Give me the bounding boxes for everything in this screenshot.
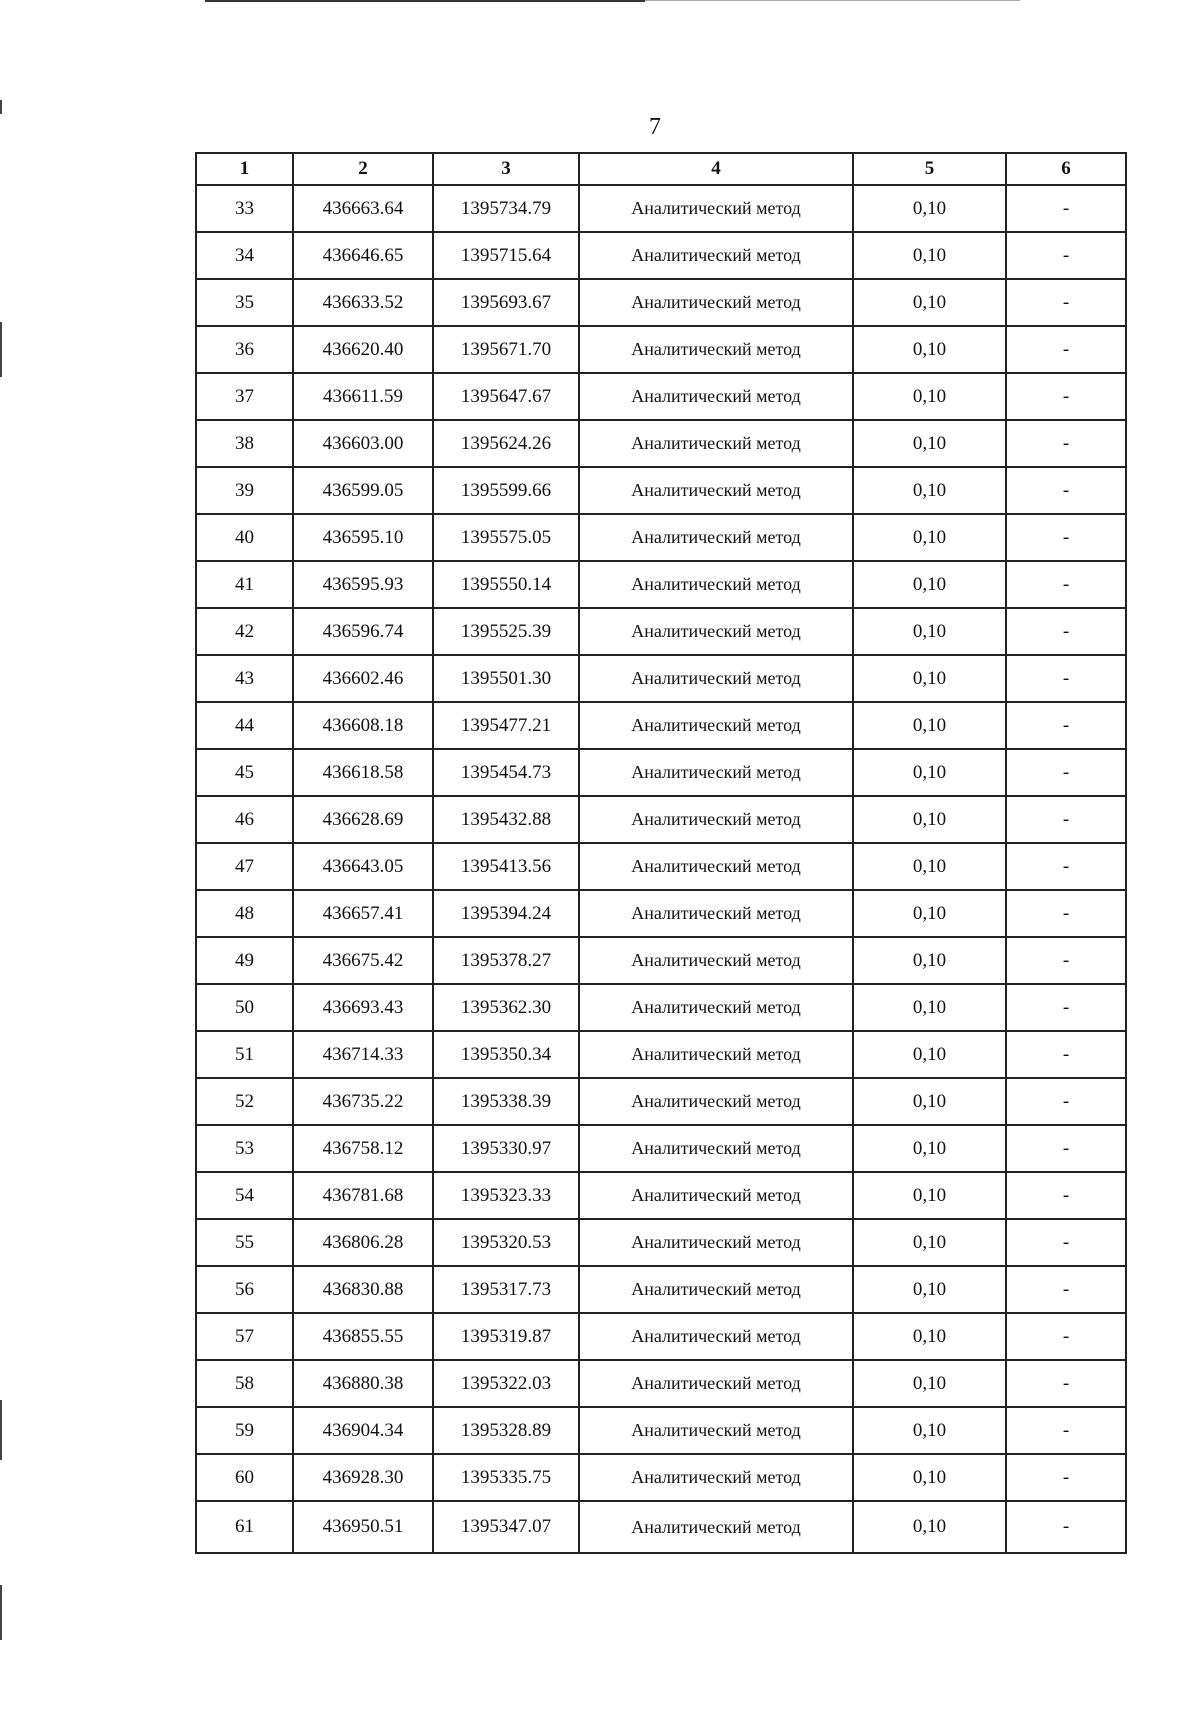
- table-cell: Аналитический метод: [579, 749, 853, 796]
- table-row: [196, 1501, 1126, 1553]
- table-row: [196, 1360, 1126, 1407]
- table-cell: 1395378.27: [433, 937, 579, 984]
- table-cell: 436599.05: [293, 467, 433, 514]
- table-cell: -: [1006, 467, 1126, 514]
- table-row: [196, 937, 1126, 984]
- table-cell: Аналитический метод: [579, 1266, 853, 1313]
- table-cell: -: [1006, 796, 1126, 843]
- table-cell: -: [1006, 1407, 1126, 1454]
- table-cell: -: [1006, 232, 1126, 279]
- margin-mark: [0, 1585, 2, 1640]
- table-cell: 436657.41: [293, 890, 433, 937]
- table-cell: 436618.58: [293, 749, 433, 796]
- table-row: [196, 890, 1126, 937]
- table-cell: 1395550.14: [433, 561, 579, 608]
- table-cell: 52: [196, 1078, 293, 1125]
- table-row: [196, 185, 1126, 232]
- table-cell: Аналитический метод: [579, 420, 853, 467]
- table-cell: 59: [196, 1407, 293, 1454]
- table-cell: -: [1006, 702, 1126, 749]
- table-cell: 55: [196, 1219, 293, 1266]
- table-cell: Аналитический метод: [579, 655, 853, 702]
- table-cell: -: [1006, 1125, 1126, 1172]
- table-cell: -: [1006, 749, 1126, 796]
- table-cell: 1395501.30: [433, 655, 579, 702]
- table-row: [196, 984, 1126, 1031]
- table-cell: -: [1006, 1501, 1126, 1553]
- table-cell: 436633.52: [293, 279, 433, 326]
- table-row: [196, 1031, 1126, 1078]
- header-cell: 3: [433, 153, 579, 185]
- table-cell: 35: [196, 279, 293, 326]
- table-cell: -: [1006, 890, 1126, 937]
- table-cell: Аналитический метод: [579, 1219, 853, 1266]
- table-cell: 1395350.34: [433, 1031, 579, 1078]
- table-cell: Аналитический метод: [579, 279, 853, 326]
- table-cell: 0,10: [853, 984, 1006, 1031]
- table-row: [196, 561, 1126, 608]
- table-cell: 436830.88: [293, 1266, 433, 1313]
- table-header-row: [196, 153, 1126, 185]
- table-cell: 0,10: [853, 279, 1006, 326]
- table-cell: 1395347.07: [433, 1501, 579, 1553]
- table-cell: Аналитический метод: [579, 514, 853, 561]
- table-cell: Аналитический метод: [579, 796, 853, 843]
- table-cell: 1395454.73: [433, 749, 579, 796]
- table-cell: 1395335.75: [433, 1454, 579, 1501]
- table-cell: 436735.22: [293, 1078, 433, 1125]
- header-cell: 6: [1006, 153, 1126, 185]
- table-cell: 436880.38: [293, 1360, 433, 1407]
- table-cell: 0,10: [853, 1031, 1006, 1078]
- table-row: [196, 279, 1126, 326]
- table-cell: 0,10: [853, 514, 1006, 561]
- table-cell: -: [1006, 655, 1126, 702]
- table-cell: Аналитический метод: [579, 1313, 853, 1360]
- table-cell: -: [1006, 561, 1126, 608]
- table-row: [196, 1454, 1126, 1501]
- table-cell: 0,10: [853, 1501, 1006, 1553]
- table-cell: 58: [196, 1360, 293, 1407]
- table-cell: Аналитический метод: [579, 937, 853, 984]
- table-cell: 1395323.33: [433, 1172, 579, 1219]
- table-cell: -: [1006, 1454, 1126, 1501]
- table-row: [196, 373, 1126, 420]
- table-cell: 1395477.21: [433, 702, 579, 749]
- table-row: [196, 1313, 1126, 1360]
- table-row: [196, 1172, 1126, 1219]
- table-cell: 436602.46: [293, 655, 433, 702]
- table-cell: -: [1006, 984, 1126, 1031]
- table-cell: 60: [196, 1454, 293, 1501]
- table-cell: 0,10: [853, 185, 1006, 232]
- table-cell: -: [1006, 373, 1126, 420]
- table-row: [196, 1078, 1126, 1125]
- table-cell: 1395715.64: [433, 232, 579, 279]
- table-cell: Аналитический метод: [579, 1031, 853, 1078]
- table-cell: 1395362.30: [433, 984, 579, 1031]
- table-row: [196, 1219, 1126, 1266]
- table-cell: -: [1006, 420, 1126, 467]
- table-cell: 38: [196, 420, 293, 467]
- table-cell: 1395319.87: [433, 1313, 579, 1360]
- table-cell: 43: [196, 655, 293, 702]
- table-row: [196, 702, 1126, 749]
- table-cell: 1395647.67: [433, 373, 579, 420]
- table-cell: -: [1006, 1219, 1126, 1266]
- table-cell: 57: [196, 1313, 293, 1360]
- table-cell: 1395693.67: [433, 279, 579, 326]
- table-cell: Аналитический метод: [579, 608, 853, 655]
- table-row: [196, 843, 1126, 890]
- table-cell: 0,10: [853, 749, 1006, 796]
- table-row: [196, 1407, 1126, 1454]
- table-cell: 1395432.88: [433, 796, 579, 843]
- table-cell: 1395330.97: [433, 1125, 579, 1172]
- table-cell: 47: [196, 843, 293, 890]
- table-cell: 48: [196, 890, 293, 937]
- table-cell: 0,10: [853, 232, 1006, 279]
- table-cell: 44: [196, 702, 293, 749]
- table-cell: 46: [196, 796, 293, 843]
- table-cell: 0,10: [853, 373, 1006, 420]
- top-rule-faint: [645, 0, 1020, 1]
- table-cell: 1395322.03: [433, 1360, 579, 1407]
- table-row: [196, 1266, 1126, 1313]
- table-row: [196, 749, 1126, 796]
- table-cell: -: [1006, 1266, 1126, 1313]
- table-row: [196, 514, 1126, 561]
- table-cell: Аналитический метод: [579, 984, 853, 1031]
- top-rule: [205, 0, 645, 2]
- table-cell: Аналитический метод: [579, 843, 853, 890]
- table-cell: 0,10: [853, 1360, 1006, 1407]
- table-cell: -: [1006, 514, 1126, 561]
- table-cell: -: [1006, 1031, 1126, 1078]
- table-cell: 39: [196, 467, 293, 514]
- table-cell: Аналитический метод: [579, 467, 853, 514]
- page-number: 7: [649, 114, 661, 140]
- table-cell: -: [1006, 279, 1126, 326]
- table-cell: Аналитический метод: [579, 185, 853, 232]
- table-cell: 436643.05: [293, 843, 433, 890]
- table-cell: 0,10: [853, 796, 1006, 843]
- table-cell: 436714.33: [293, 1031, 433, 1078]
- table-cell: 0,10: [853, 1454, 1006, 1501]
- table-cell: 1395317.73: [433, 1266, 579, 1313]
- table-cell: 0,10: [853, 702, 1006, 749]
- table-cell: 54: [196, 1172, 293, 1219]
- table-cell: -: [1006, 185, 1126, 232]
- table-cell: Аналитический метод: [579, 1125, 853, 1172]
- table-cell: 436904.34: [293, 1407, 433, 1454]
- table-cell: 37: [196, 373, 293, 420]
- table-row: [196, 796, 1126, 843]
- coordinates-table: [195, 152, 1127, 1554]
- table-cell: 0,10: [853, 1078, 1006, 1125]
- table-cell: 1395575.05: [433, 514, 579, 561]
- table-cell: Аналитический метод: [579, 890, 853, 937]
- table-body: [196, 185, 1126, 1553]
- table-cell: -: [1006, 1360, 1126, 1407]
- table-cell: Аналитический метод: [579, 1501, 853, 1553]
- table-cell: 436928.30: [293, 1454, 433, 1501]
- table-cell: 0,10: [853, 326, 1006, 373]
- table-cell: 56: [196, 1266, 293, 1313]
- table-cell: 436595.10: [293, 514, 433, 561]
- table-cell: -: [1006, 937, 1126, 984]
- table-cell: 0,10: [853, 420, 1006, 467]
- table-cell: Аналитический метод: [579, 1360, 853, 1407]
- table-cell: -: [1006, 843, 1126, 890]
- header-cell: 2: [293, 153, 433, 185]
- table-cell: 436596.74: [293, 608, 433, 655]
- table-cell: 1395320.53: [433, 1219, 579, 1266]
- table-cell: 436646.65: [293, 232, 433, 279]
- table-cell: Аналитический метод: [579, 1407, 853, 1454]
- table-cell: 1395599.66: [433, 467, 579, 514]
- table-cell: 0,10: [853, 655, 1006, 702]
- table-row: [196, 655, 1126, 702]
- table-cell: 436611.59: [293, 373, 433, 420]
- table-cell: 1395624.26: [433, 420, 579, 467]
- table-row: [196, 420, 1126, 467]
- header-cell: 5: [853, 153, 1006, 185]
- table-cell: 436806.28: [293, 1219, 433, 1266]
- table-cell: 1395328.89: [433, 1407, 579, 1454]
- table-cell: Аналитический метод: [579, 561, 853, 608]
- table-cell: 0,10: [853, 890, 1006, 937]
- margin-mark: [0, 100, 2, 114]
- table-cell: 0,10: [853, 937, 1006, 984]
- header-cell: 1: [196, 153, 293, 185]
- table-cell: 61: [196, 1501, 293, 1553]
- table-cell: 0,10: [853, 1407, 1006, 1454]
- table-cell: 436620.40: [293, 326, 433, 373]
- table-cell: 45: [196, 749, 293, 796]
- table-cell: 436608.18: [293, 702, 433, 749]
- table-cell: 0,10: [853, 1219, 1006, 1266]
- table-cell: 436603.00: [293, 420, 433, 467]
- table-cell: 0,10: [853, 467, 1006, 514]
- table-cell: -: [1006, 326, 1126, 373]
- table-cell: 436855.55: [293, 1313, 433, 1360]
- table-cell: 436663.64: [293, 185, 433, 232]
- table-row: [196, 608, 1126, 655]
- table-cell: 51: [196, 1031, 293, 1078]
- table-cell: 436758.12: [293, 1125, 433, 1172]
- margin-mark: [0, 1400, 2, 1460]
- table-cell: 1395413.56: [433, 843, 579, 890]
- table-cell: 0,10: [853, 1172, 1006, 1219]
- table-cell: 50: [196, 984, 293, 1031]
- table-cell: 436628.69: [293, 796, 433, 843]
- table-cell: 0,10: [853, 1125, 1006, 1172]
- table-cell: 1395394.24: [433, 890, 579, 937]
- table-cell: 0,10: [853, 843, 1006, 890]
- table-cell: 436781.68: [293, 1172, 433, 1219]
- table-cell: 436950.51: [293, 1501, 433, 1553]
- table-cell: 53: [196, 1125, 293, 1172]
- table-cell: 41: [196, 561, 293, 608]
- table-row: [196, 232, 1126, 279]
- table-cell: Аналитический метод: [579, 702, 853, 749]
- table-row: [196, 467, 1126, 514]
- table-cell: 0,10: [853, 608, 1006, 655]
- table-cell: Аналитический метод: [579, 1172, 853, 1219]
- table-cell: 1395338.39: [433, 1078, 579, 1125]
- table-cell: 436675.42: [293, 937, 433, 984]
- table-cell: Аналитический метод: [579, 326, 853, 373]
- table-cell: -: [1006, 1172, 1126, 1219]
- table-cell: 42: [196, 608, 293, 655]
- table-row: [196, 1125, 1126, 1172]
- table-cell: Аналитический метод: [579, 1454, 853, 1501]
- margin-mark: [0, 322, 2, 377]
- table-cell: 0,10: [853, 1313, 1006, 1360]
- header-cell: 4: [579, 153, 853, 185]
- table-cell: Аналитический метод: [579, 1078, 853, 1125]
- table-cell: 0,10: [853, 561, 1006, 608]
- table-cell: 40: [196, 514, 293, 561]
- table-cell: Аналитический метод: [579, 232, 853, 279]
- table-row: [196, 326, 1126, 373]
- table-cell: -: [1006, 1313, 1126, 1360]
- table-cell: 1395525.39: [433, 608, 579, 655]
- table-cell: 49: [196, 937, 293, 984]
- table-cell: -: [1006, 608, 1126, 655]
- table-cell: 33: [196, 185, 293, 232]
- table-cell: Аналитический метод: [579, 373, 853, 420]
- table-cell: 1395671.70: [433, 326, 579, 373]
- table-cell: 34: [196, 232, 293, 279]
- table-cell: 0,10: [853, 1266, 1006, 1313]
- table-cell: 1395734.79: [433, 185, 579, 232]
- table-cell: 436595.93: [293, 561, 433, 608]
- table-cell: 436693.43: [293, 984, 433, 1031]
- table-cell: -: [1006, 1078, 1126, 1125]
- table-cell: 36: [196, 326, 293, 373]
